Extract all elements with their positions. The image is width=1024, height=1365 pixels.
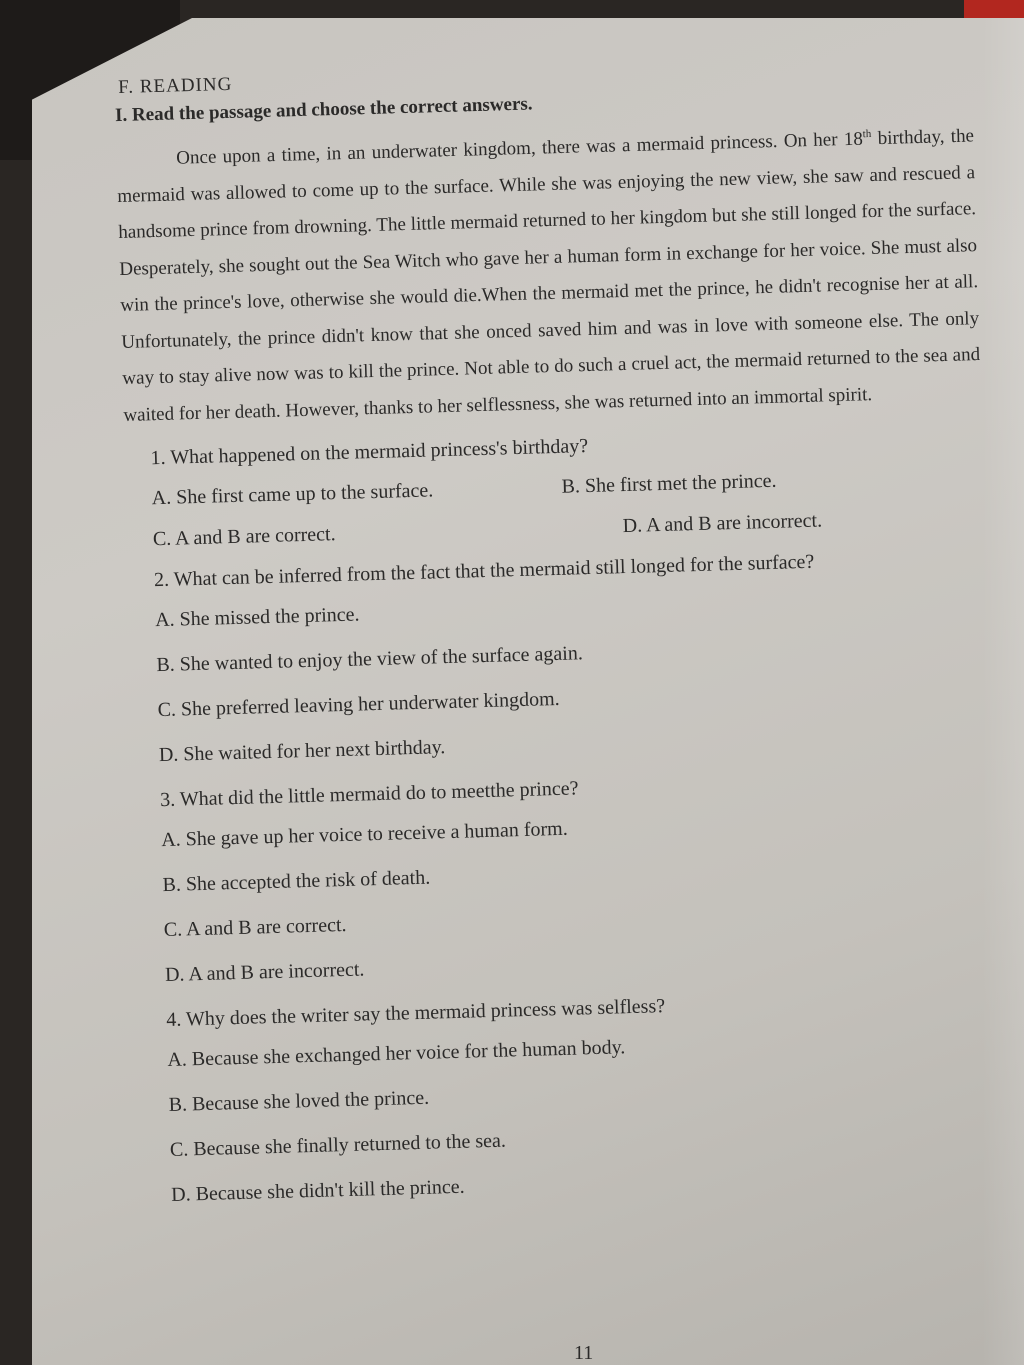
question-4-option-a[interactable]: A. Because she exchanged her voice for the human body.: [167, 1036, 626, 1072]
question-2-option-d[interactable]: D. She waited for her next birthday.: [158, 736, 446, 767]
passage-ordinal-suffix: th: [862, 127, 872, 141]
question-1: 1. What happened on the mermaid princess's birthday?: [150, 435, 589, 470]
section-heading: F. READING: [117, 73, 233, 98]
question-2: 2. What can be inferred from the fact that the mermaid still longed for the surface?: [153, 551, 815, 592]
passage-text-start: Once upon a time, in an underwater kingdom, there was a mermaid princess. On her: [175, 129, 845, 169]
question-1-option-a[interactable]: A. She first came up to the surface.: [151, 479, 434, 510]
passage-ordinal-number: 18: [843, 128, 864, 151]
question-1-option-d[interactable]: D. A and B are incorrect.: [622, 509, 823, 538]
question-list: [150, 421, 993, 1211]
question-3-option-c[interactable]: C. A and B are correct.: [163, 914, 347, 942]
exercise-instruction: I. Read the passage and choose the correct answers.: [114, 93, 533, 127]
question-4-option-b[interactable]: B. Because she loved the prince.: [168, 1087, 430, 1117]
question-2-option-a[interactable]: A. She missed the prince.: [154, 603, 360, 632]
page-number: 11: [574, 1342, 594, 1364]
question-3: 3. What did the little mermaid do to meetthe prince?: [159, 777, 579, 812]
question-2-option-b[interactable]: B. She wanted to enjoy the view of the surface again.: [156, 642, 584, 677]
reading-passage: [116, 113, 982, 434]
question-3-option-b[interactable]: B. She accepted the risk of death.: [162, 866, 431, 897]
question-4-option-c[interactable]: C. Because she finally returned to the sea.: [169, 1129, 507, 1162]
passage-text-rest: birthday, the mermaid was allowed to come up to the surface. While she was enjoying the new view, she saw and rescued a handsome prince from drowning. The little mermaid returned to her kingdom but she still longed for the surface. Desperately, she sought out the Sea Witch who gave her a human form in exchange for her voice. She must also win the prince's love, otherwise she would die.When the mermaid met the prince, he didn't recognise her at all. Unfortunately, the prince didn't know that she onced saved him and was in love with someone else. The only way to stay alive now was to kill the prince. Not able to do such a cruel act, the mermaid returned to the sea and waited for her death. However, thanks to her selflessness, she was returned into an immortal spirit.: [117, 125, 981, 426]
question-3-option-a[interactable]: A. She gave up her voice to receive a human form.: [161, 818, 568, 852]
question-3-option-d[interactable]: D. A and B are incorrect.: [164, 958, 365, 987]
question-1-option-b[interactable]: B. She first met the prince.: [561, 470, 777, 499]
question-1-option-c[interactable]: C. A and B are correct.: [152, 523, 336, 551]
question-2-option-c[interactable]: C. She preferred leaving her underwater kingdom.: [157, 688, 560, 722]
worksheet-content: [82, 53, 994, 1226]
question-4: 4. Why does the writer say the mermaid princess was selfless?: [166, 995, 666, 1032]
question-4-option-d[interactable]: D. Because she didn't kill the prince.: [170, 1176, 465, 1207]
